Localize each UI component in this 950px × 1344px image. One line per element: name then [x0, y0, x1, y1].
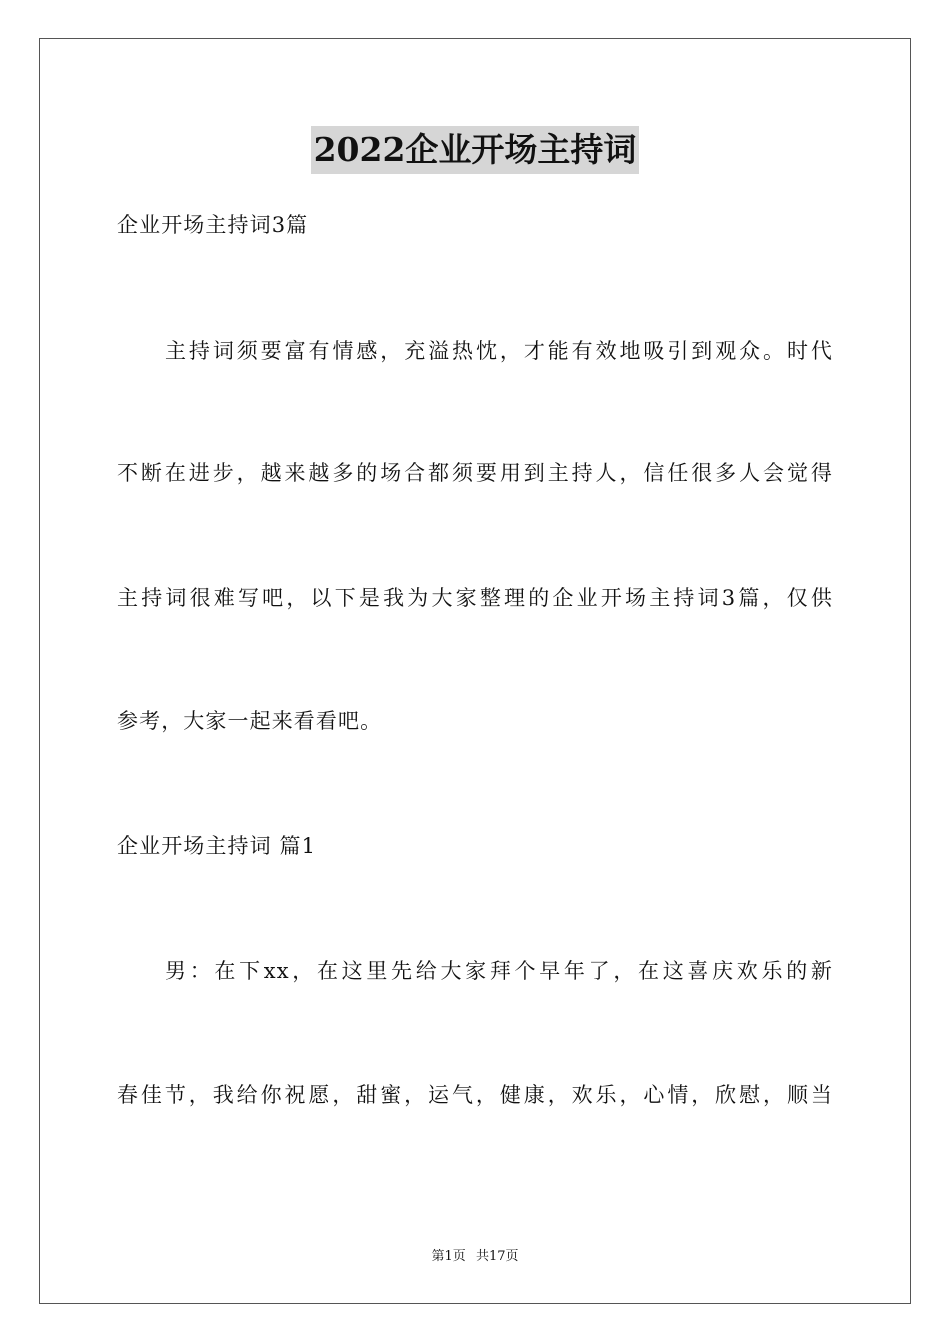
paragraph-line: 主持词须要富有情感，充溢热忱，才能有效地吸引到观众。时代: [165, 339, 833, 363]
section-heading: 企业开场主持词 篇1: [117, 834, 317, 858]
paragraph-line: 春佳节，我给你祝愿，甜蜜，运气，健康，欢乐，心情，欣慰，顺当: [117, 1083, 833, 1107]
page-number: 第1页: [431, 1249, 466, 1264]
page-footer: [0, 1248, 950, 1266]
page-total: 共17页: [475, 1249, 519, 1264]
title-container: [0, 126, 950, 174]
paragraph-line: 主持词很难写吧，以下是我为大家整理的企业开场主持词3篇，仅供: [117, 586, 833, 610]
paragraph-line: 不断在进步，越来越多的场合都须要用到主持人，信任很多人会觉得: [117, 461, 833, 485]
paragraph-line: 男：在下xx，在这里先给大家拜个早年了，在这喜庆欢乐的新: [165, 959, 833, 983]
document-title: 2022企业开场主持词: [311, 126, 640, 174]
paragraph-line: 参考，大家一起来看看吧。: [117, 709, 383, 733]
subtitle-line: 企业开场主持词3篇: [117, 213, 309, 237]
